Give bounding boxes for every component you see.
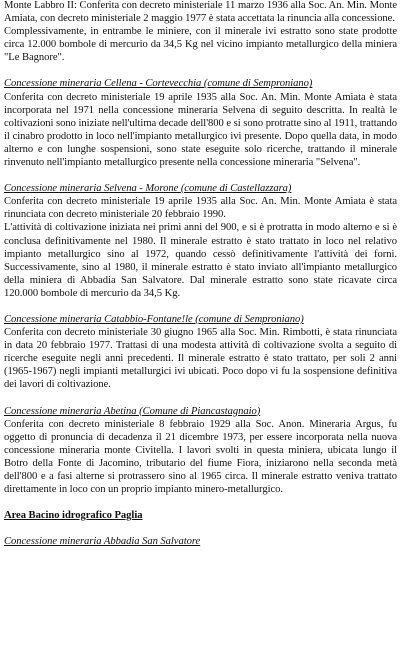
section-abetina <box>4 405 397 497</box>
section-cellena <box>4 77 397 169</box>
spacer <box>4 392 397 405</box>
spacer <box>4 496 397 509</box>
intro-paragraph-monte-labbro: Monte Labbro II: Conferita con decreto ministeriale 11 marzo 1936 alla Soc. An. Min. Monte Amiata, con decreto ministeriale 2 maggio 1977 è stata accettata la rinuncia alla concessione. <box>4 0 397 25</box>
section-selvena <box>4 182 397 300</box>
section-catabbio <box>4 313 397 392</box>
section-paragraph: L'attività di coltivazione iniziata nei primi anni del 900, e si è protratta in modo alterno e si è conclusa definitivamente nel 1980. Il minerale estratto è stato trattato in loco nel relativo impianto metallurgico sino al 1972, quando cessò definitivamente l'attività dei forni. Successivamente, sino al 1980, il minerale estratto è stato inviato all'impianto metallurgico della miniera di Abbadia San Salvatore. Dal minerale estratto sono state ricavate circa 120.000 bombole di mercurio da 34,5 Kg. <box>4 222 397 299</box>
section-paragraph: Conferita con decreto ministeriale 19 aprile 1935 alla Soc. An. Min. Monte Amiata è stata rinunciata con decreto ministeriale 20 febbraio 1990. <box>4 196 397 221</box>
spacer <box>4 64 397 77</box>
section-title: Concessione mineraria Selvena - Morone (comune di Castellazzara) <box>4 183 292 195</box>
subsection-title: Concessione mineraria Abbadia San Salvatore <box>4 536 201 548</box>
section-title: Concessione mineraria Cellena - Cortevecchia (comune di Semproniano) <box>4 78 313 90</box>
section-paragraph: Conferita con decreto ministeriale 8 febbraio 1929 alla Soc. Anon. Mineraria Argus, fu oggetto di pronuncia di decadenza il 21 dicembre 1973, per essere incorporata nella nuova concessione mineraria monte Civitella. I lavori svolti in questa miniera, ubicata lungo il Botro della Fonte di Jacomino, tributario del fiume Fiora, iniziarono nella seconda metà dell'800 e a fasi alterne si protrassero sino al 1965 circa. Il minerale estratto veniva trattato direttamente in loco con un proprio impianto minero-metallurgico. <box>4 418 397 496</box>
intro-paragraph-summary: Complessivamente, in entrambe le miniere, con il minerale ivi estratto sono state prodotte circa 12.000 bombole di mercurio da 34,5 Kg nel vicino impianto metallurgico della miniera "Le Bagnore". <box>4 26 397 64</box>
section-title: Concessione mineraria Abetina (Comune di Piancastagnaio) <box>4 405 261 417</box>
spacer <box>4 522 397 535</box>
spacer <box>4 300 397 313</box>
spacer <box>4 169 397 182</box>
section-title: Concessione mineraria Catabbio-Fontane!le (comune di Semproniano) <box>4 313 304 325</box>
section-paragraph: Conferita con decreto ministeriale 19 aprile 1935 alla Soc. An. Min. Monte Amiata è stata incorporata nel 1971 nella concessione mineraria Selvena di seguito descritta. In realtà le coltivazioni sono iniziate nell'ultima decade dell'800 e si sono protratte sino al 1911, trattando il cinabro prodotto in loco nell'impianto metallurgico ivi presente. Dopo quella data, in modo alterno e con lunghe sospensioni, sono state eseguite solo ricerche, trattando il minerale rinvenuto nell'impianto metallurgico presente nella concessione mineraria "Selvena". <box>4 91 397 169</box>
section-paragraph: Conferita con decreto ministeriale 30 giugno 1965 alla Soc. Min. Rimbotti, è stata rinunciata in data 20 febbraio 1977. Trattasi di una modesta attività di coltivazione svolta a seguito di ricerche eseguite negli anni precedenti. Il minerale estratto è stato trattato, per soli 2 anni (1965-1967) negli impianti metallurgici ivi ubicati. Poco dopo vi fu la sospensione definitiva dei lavori di coltivazione. <box>4 327 397 391</box>
area-heading: Area Bacino idrografico Paglia <box>4 510 143 522</box>
